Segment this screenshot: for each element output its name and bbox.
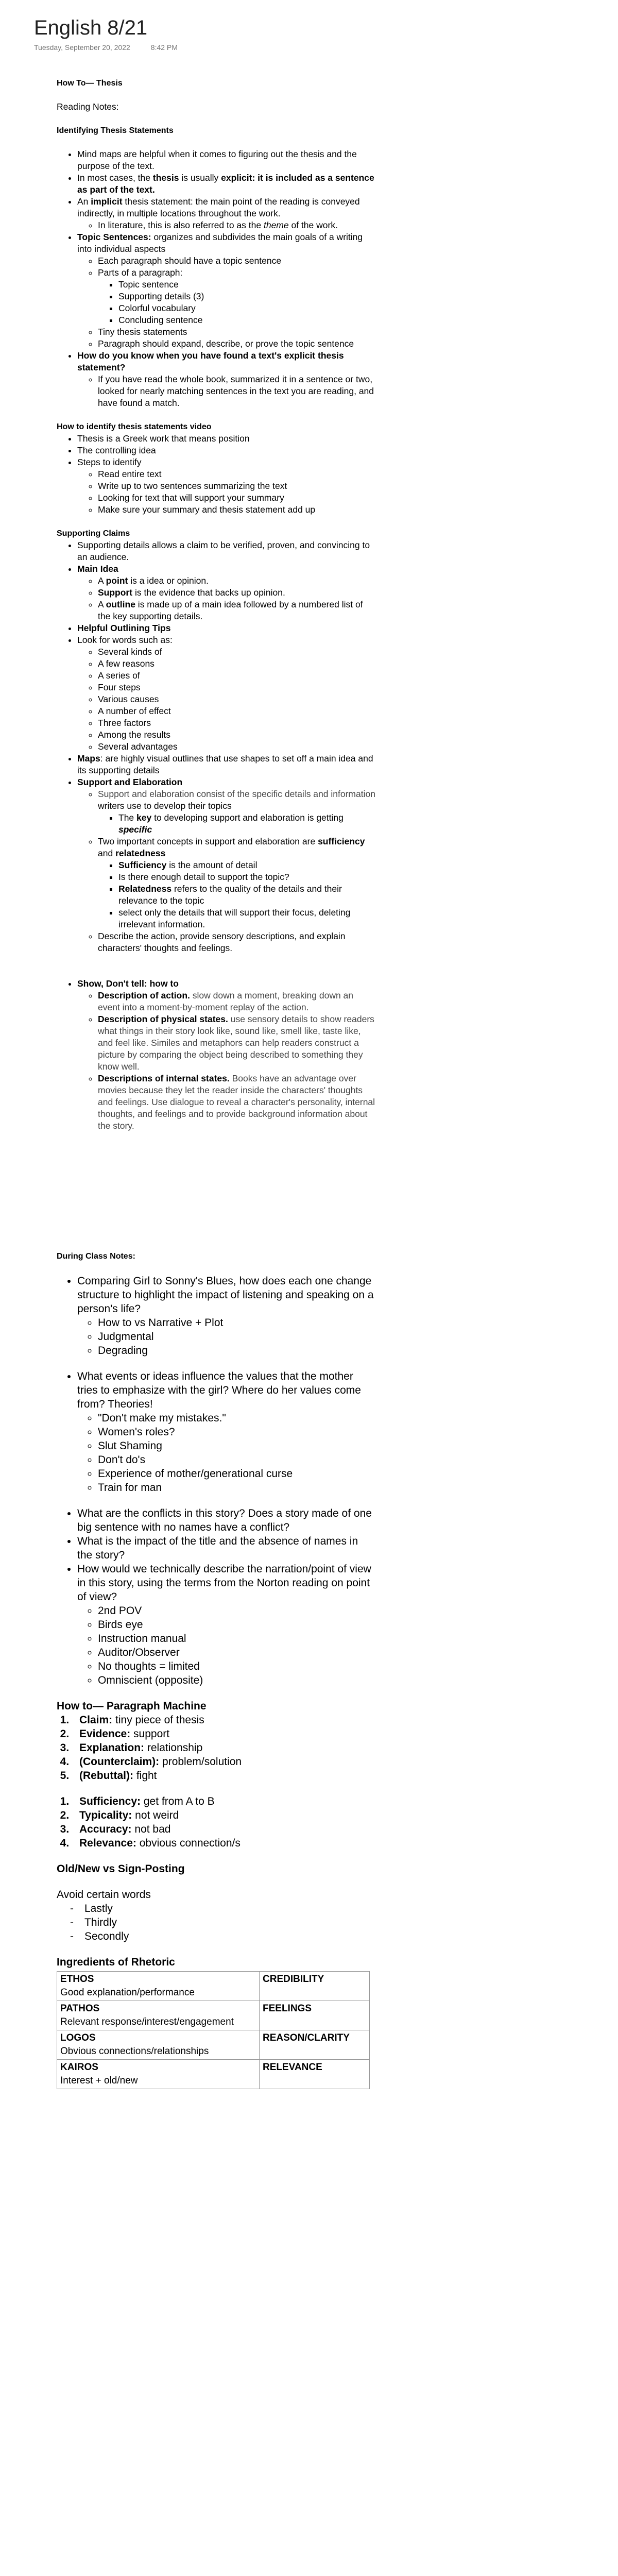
table-cell[interactable]: PATHOS Relevant response/interest/engagement (57, 2001, 260, 2030)
page-title[interactable]: English 8/21 (34, 16, 148, 39)
table-row (57, 2030, 370, 2060)
list-item: - Secondly (70, 1929, 376, 1943)
show-dont-tell-list (57, 978, 376, 1132)
list-item: ◦ Descriptions of internal states. Books have an advantage over movies because they let the reader inside the characters' thoughts and feelings. Use dialogue to reveal a character's personality, internal thoughts, and feelings and to provide background information about the story. (98, 1073, 376, 1132)
rhetoric-table[interactable] (57, 1971, 370, 2089)
list-item: ◦ Paragraph should expand, describe, or prove the topic sentence (98, 338, 376, 350)
list-item: 2. Evidence: support (72, 1727, 376, 1741)
list-item: ◦ How to vs Narrative + Plot (98, 1316, 376, 1330)
table-cell[interactable]: RELEVANCE (260, 2060, 370, 2089)
list-item: ▪ select only the details that will support their focus, deleting irrelevant information. (118, 907, 376, 930)
list-item: • How would we technically describe the narration/point of view in this story, using the terms from the Norton reading on point of view? ◦ 2nd POV ◦ Birds eye ◦ Instruction manual ◦ Auditor/Observer ◦ No thoughts = limited ◦ Omniscient (opposite) (77, 1562, 376, 1687)
list-item: - Lastly (70, 1902, 376, 1916)
class-notes (57, 1274, 376, 2089)
list-item: ◦ Degrading (98, 1344, 376, 1358)
video-heading: How to identify thesis statements video (57, 422, 212, 431)
list-item: ◦ Description of action. slow down a moment, breaking down an event into a moment-by-moment replay of the action. (98, 990, 376, 1013)
list-item: ◦ A point is a idea or opinion. (98, 575, 376, 587)
list-item: 4. (Counterclaim): problem/solution (72, 1755, 376, 1769)
list-item: ▪ Colorful vocabulary (118, 302, 376, 314)
list-item: ◦ Experience of mother/generational curse (98, 1467, 376, 1481)
list-item: ◦ Auditor/Observer (98, 1646, 376, 1659)
list-item: ◦ Omniscient (opposite) (98, 1673, 376, 1687)
list-item: ◦ Three factors (98, 717, 376, 729)
list-item: • Main Idea ◦ A point is a idea or opinion. ◦ Support is the evidence that backs up opinion. ◦ A outline is made up of a main idea followed by a numbered list of the key supporting details. (77, 563, 376, 622)
list-item: • Helpful Outlining Tips (77, 622, 376, 634)
list-item: ◦ Describe the action, provide sensory descriptions, and explain characters' thoughts and feelings. (98, 930, 376, 954)
list-item: ▪ Is there enough detail to support the topic? (118, 871, 376, 883)
list-item: • Steps to identify ◦ Read entire text ◦ Write up to two sentences summarizing the text ◦ Looking for text that will support your summary ◦ Make sure your summary and thesis statement add up (77, 456, 376, 516)
list-item: ◦ Write up to two sentences summarizing the text (98, 480, 376, 492)
list-item: ◦ Parts of a paragraph: ▪ Topic sentence ▪ Supporting details (3) ▪ Colorful vocabulary ▪ Concluding sentence (98, 267, 376, 326)
table-cell[interactable]: FEELINGS (260, 2001, 370, 2030)
list-item: 5. (Rebuttal): fight (72, 1769, 376, 1783)
list-item: ◦ If you have read the whole book, summarized it in a sentence or two, looked for nearly matching sentences in the text you are reading, and have found a match. (98, 374, 376, 409)
identify-list (57, 148, 376, 409)
list-item: 1. Sufficiency: get from A to B (72, 1794, 376, 1808)
list-item: 3. Accuracy: not bad (72, 1822, 376, 1836)
list-item: ◦ Make sure your summary and thesis statement add up (98, 504, 376, 516)
list-item: ◦ A outline is made up of a main idea followed by a numbered list of the key supporting details. (98, 599, 376, 622)
evidence-criteria-list (57, 1794, 376, 1850)
video-list (57, 433, 376, 516)
list-item: ◦ Don't do's (98, 1453, 376, 1467)
list-item: • Comparing Girl to Sonny's Blues, how does each one change structure to highlight the impact of listening and speaking on a person's life? ◦ How to vs Narrative + Plot ◦ Judgmental ◦ Degrading (77, 1274, 376, 1358)
list-item: • What events or ideas influence the values that the mother tries to emphasize with the girl? Where do her values come from? Theories! ◦ "Don't make my mistakes." ◦ Women's roles? ◦ Slut Shaming ◦ Don't do's ◦ Experience of mother/generational curse ◦ Train for man (77, 1369, 376, 1495)
list-item: ◦ Support and elaboration consist of the specific details and information writers use to develop their topics ▪ The key to developing support and elaboration is getting specific (98, 788, 376, 836)
list-item: ◦ Tiny thesis statements (98, 326, 376, 338)
list-item: ▪ Relatedness refers to the quality of the details and their relevance to the topic (118, 883, 376, 907)
table-row (57, 2001, 370, 2030)
list-item: ▪ Concluding sentence (118, 314, 376, 326)
list-item: 2. Typicality: not weird (72, 1808, 376, 1822)
page-date: Tuesday, September 20, 2022 (34, 43, 130, 52)
table-cell[interactable]: ETHOS Good explanation/performance (57, 1972, 260, 2001)
page-meta (34, 43, 178, 52)
table-cell[interactable]: CREDIBILITY (260, 1972, 370, 2001)
avoid-list (57, 1902, 376, 1943)
paragraph-machine-list (57, 1713, 376, 1783)
list-item: • Maps: are highly visual outlines that use shapes to set off a main idea and its supporting details (77, 753, 376, 776)
paragraph-machine-heading: How to— Paragraph Machine (57, 1700, 207, 1712)
list-item: ◦ Slut Shaming (98, 1439, 376, 1453)
table-row (57, 1972, 370, 2001)
list-item: 3. Explanation: relationship (72, 1741, 376, 1755)
page-time: 8:42 PM (150, 43, 178, 52)
list-item: ◦ A few reasons (98, 658, 376, 670)
list-item: ◦ Train for man (98, 1481, 376, 1495)
reading-notes-label: Reading Notes: (57, 101, 119, 112)
list-item: • Topic Sentences: organizes and subdivides the main goals of a writing into individual aspects ◦ Each paragraph should have a topic sentence ◦ Parts of a paragraph: ▪ Topic sentence ▪ Supporting details (3) ▪ Colorful vocabulary ▪ Concluding sentence ◦ Tiny thesis statements ◦ Paragraph should expand, describe, or prove the topic sentence (77, 231, 376, 350)
note-content[interactable] (57, 77, 376, 2089)
list-item: ◦ Read entire text (98, 468, 376, 480)
list-item: • Support and Elaboration ◦ Support and elaboration consist of the specific details and information writers use to develop their topics ▪ The key to developing support and elaboration is getting specific ◦ Two important concepts in support and elaboration are sufficiency and relatedness ▪ Sufficiency is the amount of detail ▪ Is there enough detail to support the topic? ▪ Relatedness refers to the quality of the details and their relevance to the topic ▪ select only the details that will support their focus, deleting irrelevant information. ◦ Describe the action, provide sensory descriptions, and explain characters' thoughts and feelings. (77, 776, 376, 954)
list-item: • What is the impact of the title and the absence of names in the story? (77, 1534, 376, 1562)
list-item: ▪ Sufficiency is the amount of detail (118, 859, 376, 871)
list-item: • Look for words such as: ◦ Several kinds of ◦ A few reasons ◦ A series of ◦ Four steps ◦ Various causes ◦ A number of effect ◦ Three factors ◦ Among the results ◦ Several advantages (77, 634, 376, 753)
list-item: • Supporting details allows a claim to be verified, proven, and convincing to an audience. (77, 539, 376, 563)
list-item: ◦ Two important concepts in support and elaboration are sufficiency and relatedness ▪ Sufficiency is the amount of detail ▪ Is there enough detail to support the topic? ▪ Relatedness refers to the quality of the details and their relevance to the topic ▪ select only the details that will support their focus, deleting irrelevant information. (98, 836, 376, 930)
claims-heading: Supporting Claims (57, 529, 130, 538)
list-item: ◦ Several advantages (98, 741, 376, 753)
list-item: ◦ Support is the evidence that backs up opinion. (98, 587, 376, 599)
list-item: ◦ Each paragraph should have a topic sentence (98, 255, 376, 267)
list-item: • What are the conflicts in this story? Does a story made of one big sentence with no names have a conflict? (77, 1506, 376, 1534)
list-item: ▪ Supporting details (3) (118, 291, 376, 302)
list-item: ◦ Several kinds of (98, 646, 376, 658)
list-item: ◦ Judgmental (98, 1330, 376, 1344)
list-item: ◦ Instruction manual (98, 1632, 376, 1646)
list-item: ◦ Women's roles? (98, 1425, 376, 1439)
list-item: ◦ In literature, this is also referred to as the theme of the work. (98, 219, 376, 231)
list-item: ◦ A number of effect (98, 705, 376, 717)
table-row (57, 2060, 370, 2089)
list-item: ▪ Topic sentence (118, 279, 376, 291)
list-item: 4. Relevance: obvious connection/s (72, 1836, 376, 1850)
list-item: ◦ Looking for text that will support your summary (98, 492, 376, 504)
list-item: 1. Claim: tiny piece of thesis (72, 1713, 376, 1727)
list-item: ◦ Description of physical states. use sensory details to show readers what things in their story look like, sound like, smell like, taste like, and feel like. Similes and metaphors can help readers construct a picture by comparing the object being described to something they know well. (98, 1013, 376, 1073)
table-cell[interactable]: LOGOS Obvious connections/relationships (57, 2030, 260, 2060)
class-notes-heading: During Class Notes: (57, 1252, 135, 1261)
rhetoric-heading: Ingredients of Rhetoric (57, 1956, 175, 1968)
list-item: • Mind maps are helpful when it comes to figuring out the thesis and the purpose of the text. (77, 148, 376, 172)
claims-list (57, 539, 376, 954)
list-item: ◦ Four steps (98, 682, 376, 693)
list-item: • Show, Don't tell: how to ◦ Description of action. slow down a moment, breaking down an event into a moment-by-moment replay of the action. ◦ Description of physical states. use sensory details to show readers what things in their story look like, sound like, smell like, taste like, and feel like. Similes and metaphors can help readers construct a picture by comparing the object being described to something they know well. ◦ Descriptions of internal states. Books have an advantage over movies because they let the reader inside the characters' thoughts and feelings. Use dialogue to reveal a character's personality, internal thoughts, and feelings and to provide background information about the story. (77, 978, 376, 1132)
identify-heading: Identifying Thesis Statements (57, 126, 174, 135)
list-item: • In most cases, the thesis is usually explicit: it is included as a sentence as part of the text. (77, 172, 376, 196)
list-item: ◦ "Don't make my mistakes." (98, 1411, 376, 1425)
list-item: ◦ Among the results (98, 729, 376, 741)
list-item: ▪ The key to developing support and elaboration is getting specific (118, 812, 376, 836)
old-new-heading: Old/New vs Sign-Posting (57, 1863, 185, 1875)
list-item: ◦ 2nd POV (98, 1604, 376, 1618)
list-item: • How do you know when you have found a text's explicit thesis statement? ◦ If you have read the whole book, summarized it in a sentence or two, looked for nearly matching sentences in the text you are reading, and have found a match. (77, 350, 376, 409)
list-item: ◦ No thoughts = limited (98, 1659, 376, 1673)
table-cell[interactable]: REASON/CLARITY (260, 2030, 370, 2060)
list-item: • The controlling idea (77, 445, 376, 456)
avoid-label: Avoid certain words (57, 1889, 151, 1901)
list-item: ◦ Birds eye (98, 1618, 376, 1632)
list-item: • Thesis is a Greek work that means position (77, 433, 376, 445)
list-item: • An implicit thesis statement: the main point of the reading is conveyed indirectly, in multiple locations throughout the work. ◦ In literature, this is also referred to as the theme of the work. (77, 196, 376, 231)
list-item: ◦ Various causes (98, 693, 376, 705)
list-item: ◦ A series of (98, 670, 376, 682)
table-cell[interactable]: KAIROS Interest + old/new (57, 2060, 260, 2089)
list-item: - Thirdly (70, 1916, 376, 1929)
thesis-heading: How To— Thesis (57, 79, 123, 88)
